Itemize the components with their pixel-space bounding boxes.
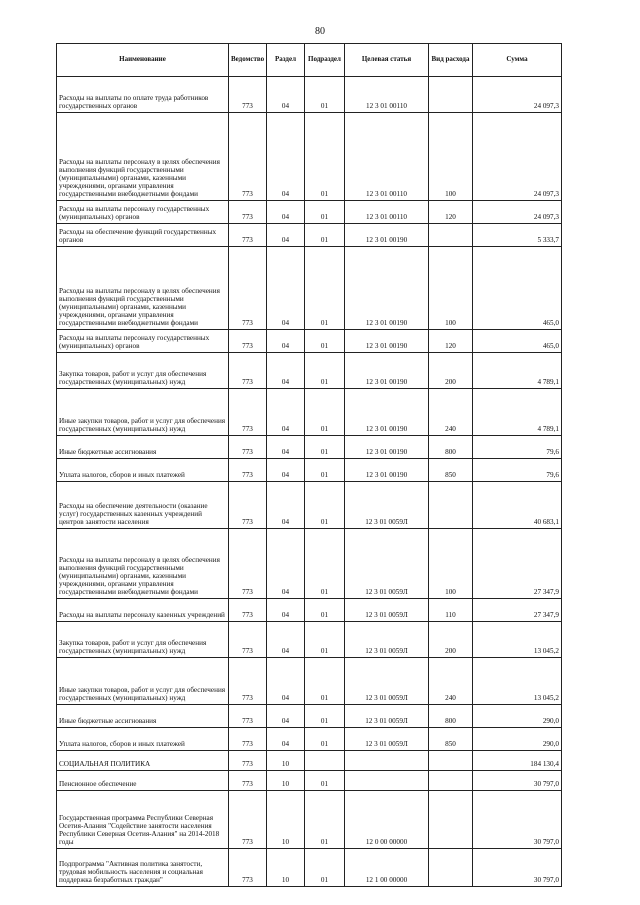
row-dept: 773 [229, 389, 267, 436]
row-type: 240 [429, 389, 473, 436]
row-section: 04 [267, 482, 305, 529]
row-dept: 773 [229, 705, 267, 728]
row-name: Государственная программа Республики Северная Осетия-Алания "Содействие занятости населения Республики Северная Осетия-Алания" на 2014-2018 годы [57, 791, 229, 849]
row-sum: 184 130,4 [473, 751, 562, 771]
table-row [57, 459, 562, 482]
row-subsection: 01 [305, 77, 345, 113]
row-subsection: 01 [305, 459, 345, 482]
row-sum: 79,6 [473, 459, 562, 482]
row-section: 04 [267, 330, 305, 353]
row-section: 04 [267, 599, 305, 622]
row-sum: 4 789,1 [473, 353, 562, 389]
row-type: 850 [429, 728, 473, 751]
row-sum: 24 097,3 [473, 113, 562, 201]
table-row [57, 77, 562, 113]
table-row [57, 751, 562, 771]
row-type [429, 791, 473, 849]
row-subsection: 01 [305, 849, 345, 887]
row-section: 04 [267, 77, 305, 113]
row-type [429, 224, 473, 247]
row-dept: 773 [229, 658, 267, 705]
table-row [57, 113, 562, 201]
row-dept: 773 [229, 529, 267, 599]
table-row [57, 482, 562, 529]
row-subsection: 01 [305, 529, 345, 599]
row-subsection [305, 751, 345, 771]
row-name: Закупка товаров, работ и услуг для обеспечения государственных (муниципальных) нужд [57, 622, 229, 658]
row-sum: 30 797,0 [473, 849, 562, 887]
row-subsection: 01 [305, 330, 345, 353]
row-section: 04 [267, 622, 305, 658]
row-section: 10 [267, 849, 305, 887]
row-type [429, 77, 473, 113]
table-row [57, 599, 562, 622]
row-type: 120 [429, 330, 473, 353]
row-dept: 773 [229, 224, 267, 247]
row-section: 10 [267, 791, 305, 849]
table-row [57, 705, 562, 728]
row-subsection: 01 [305, 705, 345, 728]
row-dept: 773 [229, 113, 267, 201]
row-section: 04 [267, 247, 305, 330]
row-dept: 773 [229, 791, 267, 849]
row-section: 04 [267, 113, 305, 201]
row-name: Расходы на обеспечение функций государственных органов [57, 224, 229, 247]
row-sum: 465,0 [473, 330, 562, 353]
row-name: Иные бюджетные ассигнования [57, 436, 229, 459]
row-target: 12 3 01 00110 [345, 201, 429, 224]
row-sum: 290,0 [473, 728, 562, 751]
row-subsection: 01 [305, 436, 345, 459]
row-name: Уплата налогов, сборов и иных платежей [57, 728, 229, 751]
row-dept: 773 [229, 459, 267, 482]
table-row [57, 201, 562, 224]
row-target: 12 3 01 00110 [345, 113, 429, 201]
table-row [57, 247, 562, 330]
row-type: 240 [429, 658, 473, 705]
row-dept: 773 [229, 247, 267, 330]
table-row [57, 529, 562, 599]
table-row [57, 771, 562, 791]
header-dept: Ведомство [229, 44, 267, 77]
row-section: 04 [267, 353, 305, 389]
row-target: 12 3 01 0059Л [345, 728, 429, 751]
row-name: Расходы на выплаты персоналу в целях обеспечения выполнения функций государственными (муниципальными) органами, казенными учреждениями, органами управления государственными внебюджетными фондами [57, 529, 229, 599]
row-type: 850 [429, 459, 473, 482]
table-row [57, 658, 562, 705]
row-target: 12 3 01 0059Л [345, 658, 429, 705]
row-type [429, 482, 473, 529]
header-name: Наименование [57, 44, 229, 77]
row-target: 12 3 01 00110 [345, 77, 429, 113]
row-dept: 773 [229, 728, 267, 751]
row-subsection: 01 [305, 224, 345, 247]
row-sum: 79,6 [473, 436, 562, 459]
row-name: Расходы на выплаты персоналу государственных (муниципальных) органов [57, 330, 229, 353]
table-header-row [57, 44, 562, 77]
table-row [57, 622, 562, 658]
row-dept: 773 [229, 201, 267, 224]
row-section: 04 [267, 459, 305, 482]
row-target: 12 3 01 0059Л [345, 705, 429, 728]
row-sum: 13 045,2 [473, 622, 562, 658]
row-target: 12 3 01 0059Л [345, 622, 429, 658]
row-target: 12 1 00 00000 [345, 849, 429, 887]
table-row [57, 791, 562, 849]
row-sum: 30 797,0 [473, 771, 562, 791]
row-name: Расходы на выплаты персоналу казенных учреждений [57, 599, 229, 622]
row-type: 120 [429, 201, 473, 224]
table-row [57, 436, 562, 459]
row-type: 100 [429, 529, 473, 599]
row-type: 100 [429, 113, 473, 201]
row-target [345, 771, 429, 791]
row-target: 12 3 01 0059Л [345, 599, 429, 622]
row-subsection: 01 [305, 658, 345, 705]
table-row [57, 849, 562, 887]
row-target: 12 3 01 00190 [345, 353, 429, 389]
row-name: СОЦИАЛЬНАЯ ПОЛИТИКА [57, 751, 229, 771]
row-dept: 773 [229, 849, 267, 887]
row-subsection: 01 [305, 728, 345, 751]
row-sum: 27 347,9 [473, 599, 562, 622]
row-name: Закупка товаров, работ и услуг для обеспечения государственных (муниципальных) нужд [57, 353, 229, 389]
row-target [345, 751, 429, 771]
row-sum: 4 789,1 [473, 389, 562, 436]
row-dept: 773 [229, 751, 267, 771]
header-subsection: Подраздел [305, 44, 345, 77]
row-target: 12 3 01 00190 [345, 330, 429, 353]
row-target: 12 3 01 00190 [345, 389, 429, 436]
row-type: 200 [429, 622, 473, 658]
row-name: Расходы на обеспечение деятельности (оказание услуг) государственных казенных учреждений центров занятости населения [57, 482, 229, 529]
row-sum: 290,0 [473, 705, 562, 728]
row-type [429, 771, 473, 791]
row-name: Уплата налогов, сборов и иных платежей [57, 459, 229, 482]
row-section: 10 [267, 771, 305, 791]
row-type [429, 849, 473, 887]
row-section: 04 [267, 728, 305, 751]
row-subsection: 01 [305, 482, 345, 529]
row-target: 12 3 01 0059Л [345, 529, 429, 599]
row-name: Расходы на выплаты персоналу государственных (муниципальных) органов [57, 201, 229, 224]
budget-table [56, 43, 562, 887]
row-name: Подпрограмма "Активная политика занятости, трудовая мобильность населения и социальная поддержка безработных граждан" [57, 849, 229, 887]
row-sum: 27 347,9 [473, 529, 562, 599]
page-number: 80 [315, 26, 325, 37]
row-sum: 5 333,7 [473, 224, 562, 247]
row-subsection: 01 [305, 247, 345, 330]
row-dept: 773 [229, 482, 267, 529]
row-name: Расходы на выплаты по оплате труда работников государственных органов [57, 77, 229, 113]
row-sum: 24 097,3 [473, 201, 562, 224]
row-subsection: 01 [305, 771, 345, 791]
row-subsection: 01 [305, 622, 345, 658]
row-type: 100 [429, 247, 473, 330]
row-section: 04 [267, 529, 305, 599]
header-type: Вид расхода [429, 44, 473, 77]
row-dept: 773 [229, 771, 267, 791]
row-subsection: 01 [305, 353, 345, 389]
row-sum: 30 797,0 [473, 791, 562, 849]
row-section: 04 [267, 705, 305, 728]
row-target: 12 3 01 00190 [345, 436, 429, 459]
row-subsection: 01 [305, 113, 345, 201]
row-subsection: 01 [305, 599, 345, 622]
row-section: 04 [267, 658, 305, 705]
row-sum: 13 045,2 [473, 658, 562, 705]
header-sum: Сумма [473, 44, 562, 77]
row-dept: 773 [229, 599, 267, 622]
row-name: Иные закупки товаров, работ и услуг для обеспечения государственных (муниципальных) нужд [57, 658, 229, 705]
table-row [57, 389, 562, 436]
row-section: 10 [267, 751, 305, 771]
row-subsection: 01 [305, 791, 345, 849]
row-target: 12 3 01 00190 [345, 247, 429, 330]
row-section: 04 [267, 389, 305, 436]
row-name: Расходы на выплаты персоналу в целях обеспечения выполнения функций государственными (муниципальными) органами, казенными учреждениями, органами управления государственными внебюджетными фондами [57, 247, 229, 330]
row-dept: 773 [229, 330, 267, 353]
table-row [57, 224, 562, 247]
row-section: 04 [267, 436, 305, 459]
row-type [429, 751, 473, 771]
row-type: 800 [429, 705, 473, 728]
row-type: 200 [429, 353, 473, 389]
table-row [57, 353, 562, 389]
row-type: 800 [429, 436, 473, 459]
table-row [57, 728, 562, 751]
row-subsection: 01 [305, 201, 345, 224]
table-row [57, 330, 562, 353]
row-sum: 465,0 [473, 247, 562, 330]
row-subsection: 01 [305, 389, 345, 436]
row-target: 12 3 01 0059Л [345, 482, 429, 529]
row-target: 12 3 01 00190 [345, 224, 429, 247]
row-section: 04 [267, 201, 305, 224]
row-dept: 773 [229, 436, 267, 459]
row-target: 12 3 01 00190 [345, 459, 429, 482]
row-name: Расходы на выплаты персоналу в целях обеспечения выполнения функций государственными (муниципальными) органами, казенными учреждениями, органами управления государственными внебюджетными фондами [57, 113, 229, 201]
header-section: Раздел [267, 44, 305, 77]
row-name: Иные закупки товаров, работ и услуг для обеспечения государственных (муниципальных) нужд [57, 389, 229, 436]
row-dept: 773 [229, 77, 267, 113]
row-dept: 773 [229, 353, 267, 389]
row-target: 12 0 00 00000 [345, 791, 429, 849]
row-dept: 773 [229, 622, 267, 658]
row-sum: 24 097,3 [473, 77, 562, 113]
row-name: Пенсионное обеспечение [57, 771, 229, 791]
row-name: Иные бюджетные ассигнования [57, 705, 229, 728]
row-sum: 40 683,1 [473, 482, 562, 529]
header-target: Целевая статья [345, 44, 429, 77]
row-type: 110 [429, 599, 473, 622]
row-section: 04 [267, 224, 305, 247]
